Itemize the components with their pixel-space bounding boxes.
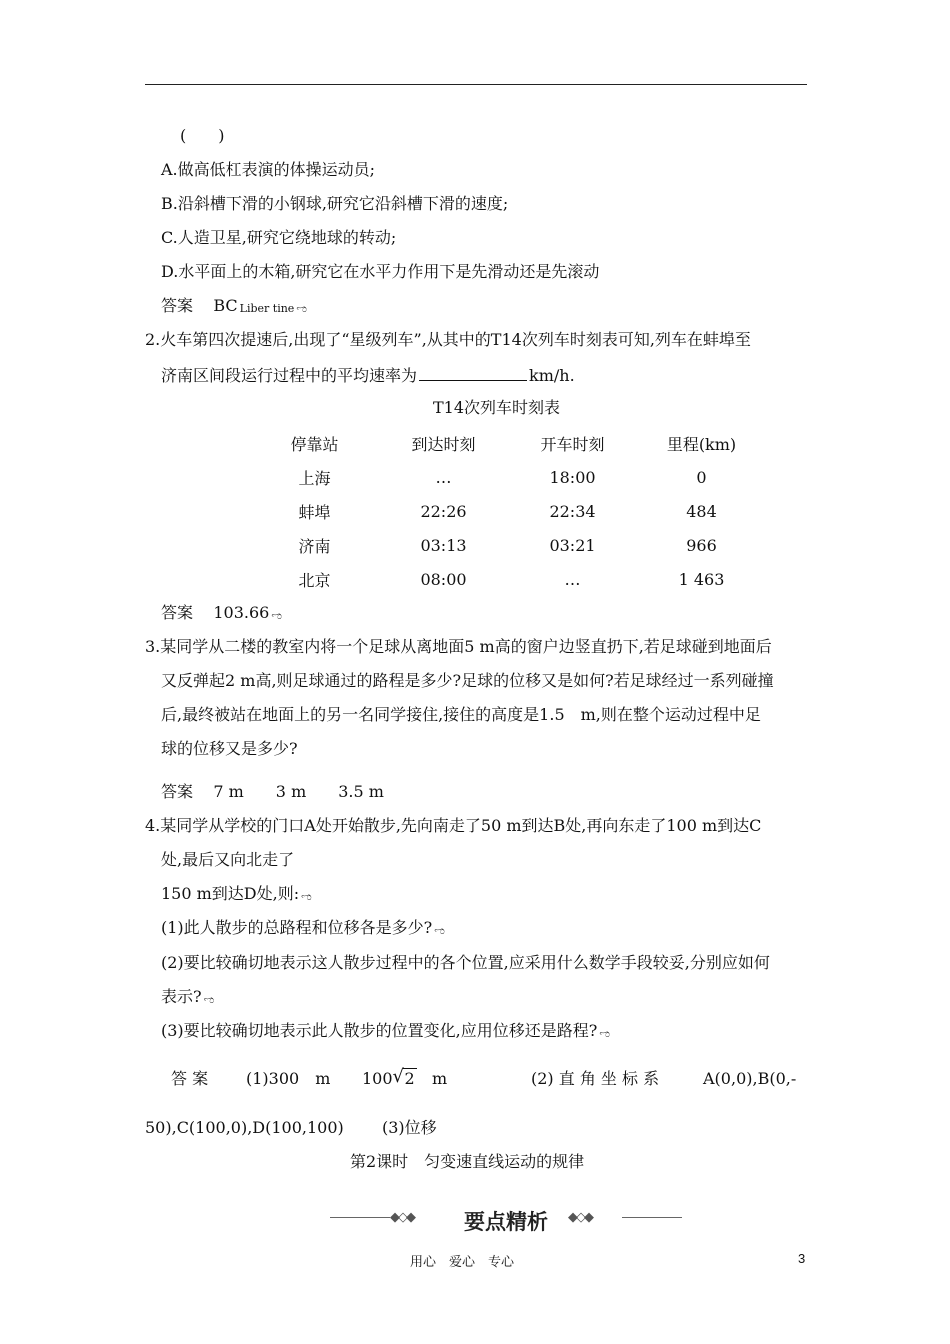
- q1-answer-row: [161, 298, 307, 314]
- q4-answer-2-coords: A(0,0),B(0,-: [703, 1069, 797, 1088]
- answer-label: 答案: [161, 603, 194, 622]
- q4-line2: 处,最后又向北走了: [161, 850, 295, 869]
- table-cell: 03:13: [420, 535, 467, 555]
- q4-sub2a: (2)要比较确切地表示这人散步过程中的各个位置,应采用什么数学手段较妥,分别应如何: [161, 953, 770, 972]
- ornament-icon: ಌ: [203, 993, 215, 1006]
- ornament-icon: ಌ: [434, 924, 445, 937]
- q4-answer-3: (3)位移: [382, 1118, 437, 1137]
- ornament-icon: ಌ: [301, 890, 312, 903]
- q4-line3-text: 150 m到达D处,则:: [161, 884, 300, 903]
- q3-line3: 后,最终被站在地面上的另一名同学接住,接住的高度是1.5 m,则在整个运动过程中足: [161, 705, 761, 724]
- table-cell: 03:21: [549, 535, 596, 555]
- banner-title: 要点精析: [464, 1210, 548, 1234]
- sqrt-symbol: √ 2: [392, 1066, 415, 1088]
- q4-answer-1b-unit: m: [432, 1069, 448, 1088]
- q4-sub2b: [161, 989, 214, 1005]
- table-row: [250, 562, 766, 596]
- table-cell: 蚌埠: [298, 502, 331, 522]
- table-cell: …: [564, 569, 581, 589]
- table-cell: 1 463: [678, 569, 725, 589]
- table-cell: 18:00: [549, 467, 596, 487]
- q1-option-a: A.做高低杠表演的体操运动员;: [161, 160, 376, 179]
- table-row: [250, 528, 766, 562]
- section-heading: 第2课时 匀变速直线运动的规律: [350, 1152, 585, 1171]
- q4-answer-1: (1)300 m: [246, 1069, 331, 1088]
- col-header: 开车时刻: [540, 434, 605, 454]
- table-cell: 济南: [298, 536, 331, 556]
- answer-value: BC: [213, 296, 238, 315]
- table-cell: 22:26: [420, 501, 467, 521]
- q3-answer-row: [161, 784, 384, 800]
- answer-label: 答案: [161, 296, 194, 315]
- ornament-icon: ಌ: [296, 302, 307, 315]
- table-cell: 08:00: [420, 569, 467, 589]
- col-header: 里程(km): [666, 434, 737, 454]
- col-header: 到达时刻: [411, 434, 476, 454]
- answer-value: 103.66: [213, 603, 270, 622]
- key-points-banner: [330, 1204, 682, 1232]
- table-row: [250, 494, 766, 528]
- q3-line1: 3.某同学从二楼的教室内将一个足球从离地面5 m高的窗户边竖直扔下,若足球碰到地面后: [145, 637, 772, 656]
- q4-sub1-text: (1)此人散步的总路程和位移各是多少?: [161, 918, 433, 937]
- q1-option-d: D.水平面上的木箱,研究它在水平力作用下是先滑动还是先滚动: [161, 262, 600, 281]
- table-cell: 上海: [298, 468, 331, 488]
- ornament-icon: ಌ: [599, 1027, 610, 1040]
- answer-value: 7 m 3 m 3.5 m: [213, 782, 384, 801]
- table-cell: 484: [686, 501, 717, 521]
- q4-answer-2-line2: 50),C(100,0),D(100,100): [145, 1118, 344, 1137]
- q4-sub3-text: (3)要比较确切地表示此人散步的位置变化,应用位移还是路程?: [161, 1021, 598, 1040]
- table-title: T14次列车时刻表: [433, 398, 561, 417]
- sqrt-radicand: 2: [404, 1069, 415, 1088]
- q4-answer-2: (2) 直 角 坐 标 系: [531, 1069, 660, 1088]
- q4-sub2b-text: 表示?: [161, 987, 202, 1006]
- q4-line1: 4.某同学从学校的门口A处开始散步,先向南走了50 m到达B处,再向东走了100 m到达C: [145, 816, 762, 835]
- q4-sub1: [161, 920, 445, 936]
- answer-blank: [419, 366, 527, 381]
- answer-label: 答案: [161, 782, 194, 801]
- q4-answer-1b-coef: 100: [362, 1069, 393, 1088]
- banner-left-line: [330, 1217, 390, 1218]
- q1-option-c: C.人造卫星,研究它绕地球的转动;: [161, 228, 397, 247]
- q4-answer-1b: [362, 1066, 448, 1088]
- q2-line2: [161, 366, 575, 384]
- q1-option-b: B.沿斜槽下滑的小钢球,研究它沿斜槽下滑的速度;: [161, 194, 509, 213]
- diamond-ornament-icon: ◆◇◆: [568, 1210, 592, 1225]
- ornament-icon: ಌ: [271, 609, 282, 622]
- table-cell: …: [435, 467, 452, 487]
- q4-sub3: [161, 1023, 610, 1039]
- q2-unit: km/h.: [529, 366, 575, 385]
- q1-paren: ( ): [180, 126, 225, 145]
- table-row: [250, 460, 766, 494]
- q4-line3: [161, 886, 312, 902]
- table-cell: 966: [686, 535, 717, 555]
- table-cell: 22:34: [549, 501, 596, 521]
- timetable: [250, 426, 766, 596]
- col-header: 停靠站: [290, 434, 339, 454]
- table-header-row: [250, 426, 766, 460]
- footer-slogan: 用心 爱心 专心: [410, 1255, 515, 1270]
- liber-tine-mark: Liber tine: [239, 302, 295, 315]
- banner-right-line: [622, 1217, 682, 1218]
- q3-line2: 又反弹起2 m高,则足球通过的路程是多少?足球的位移又是如何?若足球经过一系列碰撞: [161, 671, 774, 690]
- diamond-ornament-icon: ◆◇◆: [390, 1210, 414, 1225]
- q2-line2-text: 济南区间段运行过程中的平均速率为: [161, 366, 418, 385]
- page-number: 3: [798, 1251, 806, 1266]
- header-rule: [145, 84, 807, 85]
- table-cell: 0: [696, 467, 707, 487]
- q4-answer-label: 答 案: [171, 1069, 209, 1088]
- q2-answer-row: [161, 605, 282, 621]
- q3-line4: 球的位移又是多少?: [161, 739, 298, 758]
- q2-line1: 2.火车第四次提速后,出现了“星级列车”,从其中的T14次列车时刻表可知,列车在蚌埠至: [145, 330, 751, 349]
- table-cell: 北京: [298, 570, 331, 590]
